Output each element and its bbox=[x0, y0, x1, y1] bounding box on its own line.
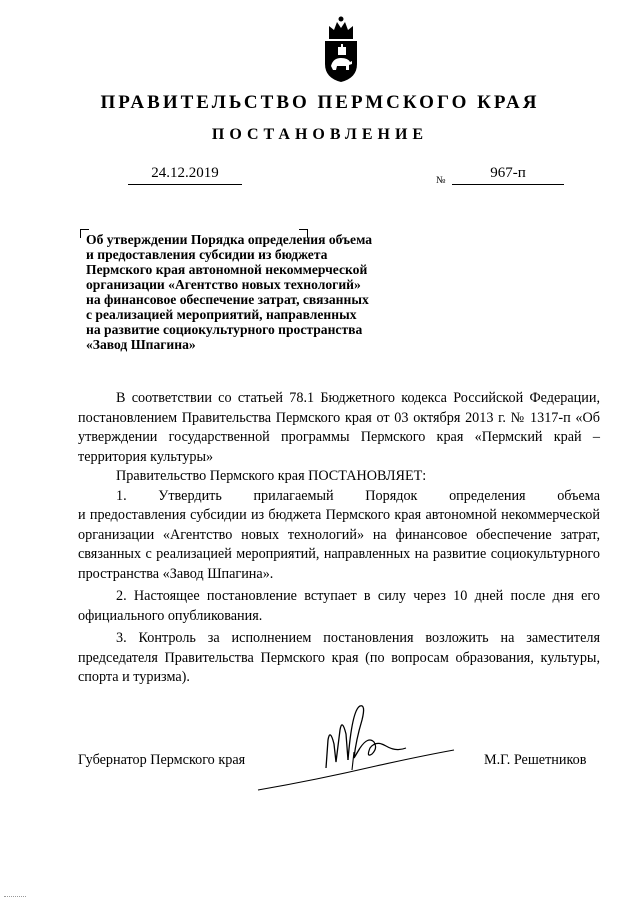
date-underline bbox=[128, 182, 242, 185]
subject-line: организации «Агентство новых технологий» bbox=[86, 277, 361, 292]
item-2-paragraph: 2. Настоящее постановление вступает в силу через 10 дней после дня его официального опубликования. bbox=[78, 588, 600, 624]
number-underline bbox=[452, 182, 564, 185]
preamble-paragraph: В соответствии со статьей 78.1 Бюджетного кодекса Российской Федерации, постановлением Правительства Пермского края от 03 октября 2013 г. № 1317-п «Об утверждении государственной программы Пермского края «Пермский край – территория культуры» bbox=[78, 390, 600, 465]
subject-line: с реализацией мероприятий, направленных bbox=[86, 307, 357, 322]
signature-icon bbox=[256, 700, 456, 800]
number-value: 967-п bbox=[490, 165, 526, 181]
subject-line: на развитие социокультурного пространства bbox=[86, 322, 363, 337]
document-body bbox=[78, 389, 600, 688]
subject-line: «Завод Шпагина» bbox=[86, 337, 196, 352]
document-date bbox=[128, 165, 242, 185]
subject-line: на финансовое обеспечение затрат, связанных bbox=[86, 292, 369, 307]
subject-line: Пермского края автономной некоммерческой bbox=[86, 262, 368, 277]
resolves-paragraph: Правительство Пермского края ПОСТАНОВЛЯЕТ: bbox=[116, 468, 427, 484]
subject-line: и предоставления субсидии из бюджета bbox=[86, 247, 328, 262]
signatory-name: М.Г. Решетников bbox=[484, 752, 587, 768]
document-type: ПОСТАНОВЛЕНИЕ bbox=[211, 126, 429, 143]
document-number bbox=[452, 165, 564, 185]
number-sign: № bbox=[436, 175, 446, 186]
item-3-paragraph: 3. Контроль за исполнением постановления возложить на заместителя председателя Правительства Пермского края (по вопросам образования, культуры, спорта и туризма). bbox=[78, 630, 600, 685]
subject-line: Об утверждении Порядка определения объема bbox=[86, 232, 373, 247]
coat-of-arms-icon bbox=[321, 14, 361, 84]
scan-mark bbox=[4, 896, 26, 900]
organization-title: ПРАВИТЕЛЬСТВО ПЕРМСКОГО КРАЯ bbox=[100, 92, 540, 113]
item-1-first-line: 1. Утвердить прилагаемый Порядок определения объема bbox=[116, 487, 600, 504]
signatory-position: Губернатор Пермского края bbox=[78, 752, 246, 768]
document-subject bbox=[86, 232, 426, 352]
item-1-paragraph: и предоставления субсидии из бюджета Пермского края автономной некоммерческой организации «Агентство новых технологий» на финансовое обеспечение затрат, связанных с реализацией мероприятий, направленных на развитие социокультурного пространства «Завод Шпагина». bbox=[78, 507, 600, 582]
date-value: 24.12.2019 bbox=[151, 165, 219, 181]
